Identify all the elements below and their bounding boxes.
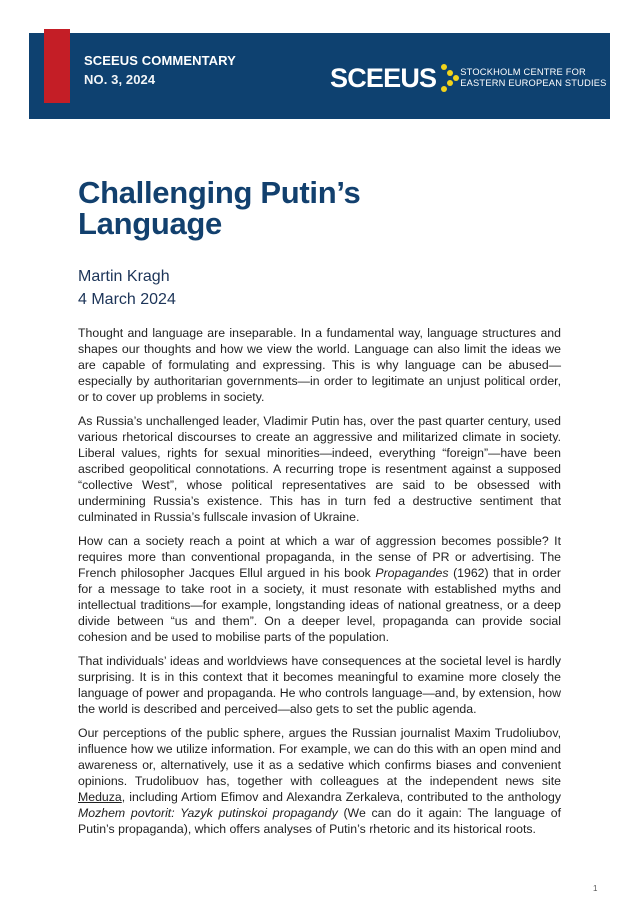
author: Martin Kragh [78,268,170,285]
publication-date: 4 March 2024 [78,291,176,308]
byline [78,265,176,311]
article-title [78,177,361,239]
book-title-propagandes: Propagandes [375,566,449,580]
accent-bar [44,29,70,103]
paragraph-5-text-b: , including Artiom Efimov and Alexandra Zerkaleva, contributed to the anthology [121,790,561,804]
series-title: SCEEUS COMMENTARY [84,53,236,68]
paragraph-5-text-a: Our perceptions of the public sphere, argues the Russian journalist Maxim Trudoliubov, influence how we utilize information. For example, we can do this with an open mind and awareness or, alternatively, use it as a sedative which confirms biases and convenient opinions. Trudolibuov has, together with colleagues at the independent news site [78,726,561,788]
logo-wordmark: SCEEUS [330,63,437,93]
title-line-1: Challenging Putin’s [78,175,361,210]
logo-subtitle-line1: STOCKHOLM CENTRE FOR [460,67,586,77]
series-block [84,51,236,89]
sceeus-logo [330,62,607,94]
paragraph-3 [78,533,561,645]
logo-dots-icon [438,63,460,93]
logo-subtitle-line2: EASTERN EUROPEAN STUDIES [460,78,607,88]
paragraph-5 [78,725,561,837]
paragraph-1: Thought and language are inseparable. In a fundamental way, language structures and shapes our thoughts and how we view the world. Language can also limit the ideas we are capable of formulating and expressing. This is why language can be abused—especially by authoritarian governments—in order to legitimate an unjust political order, or to cover up problems in society. [78,326,561,404]
page-number: 1 [593,884,598,893]
paragraph-2: As Russia’s unchallenged leader, Vladimir Putin has, over the past quarter century, used various rhetorical discourses to create an aggressive and militarized climate in society. Liberal values, rights for sexual minorities—indeed, everything “foreign”—have been ascribed geopolitical connotations. A recurring trope is resentment against a supposed “collective West”, whose political representatives are said to be obsessed with undermining Russia’s existence. This has in turn fed a destructive sentiment that culminated in Russia’s fullscale invasion of Ukraine. [78,414,561,524]
article-body [78,325,561,845]
anthology-title: Mozhem povtorit: Yazyk putinskoi propagandy [78,806,338,820]
title-line-2: Language [78,206,223,241]
paragraph-4: That individuals’ ideas and worldviews have consequences at the societal level is hardly surprising. It is in this context that it becomes meaningful to examine more closely the language of power and propaganda. He who controls language—and, by extension, how the world is described and perceived—also gets to set the public agenda. [78,654,561,716]
issue-number: NO. 3, 2024 [84,72,156,87]
paragraph-5-text-c: (We can do it again: The language of Putin’s propaganda), which offers analyses of Putin’s rhetoric and its historical roots. [78,806,561,836]
meduza-link[interactable]: Meduza [78,790,122,804]
logo-subtitle [460,67,606,89]
paragraph-3-text-a: How can a society reach a point at which a war of aggression becomes possible? It requires more than conventional propaganda, in the sense of PR or advertising. The French philosopher Jacques Ellul argued in his book [78,534,561,580]
paragraph-3-text-b: (1962) that in order for a message to take root in a society, it must resonate with established myths and intellectual traditions—for example, longstanding ideas of national greatness, or a deep divide between “us and them”. On a deeper level, propaganda can provide social cohesion and be used to mobilise parts of the population. [78,566,561,644]
